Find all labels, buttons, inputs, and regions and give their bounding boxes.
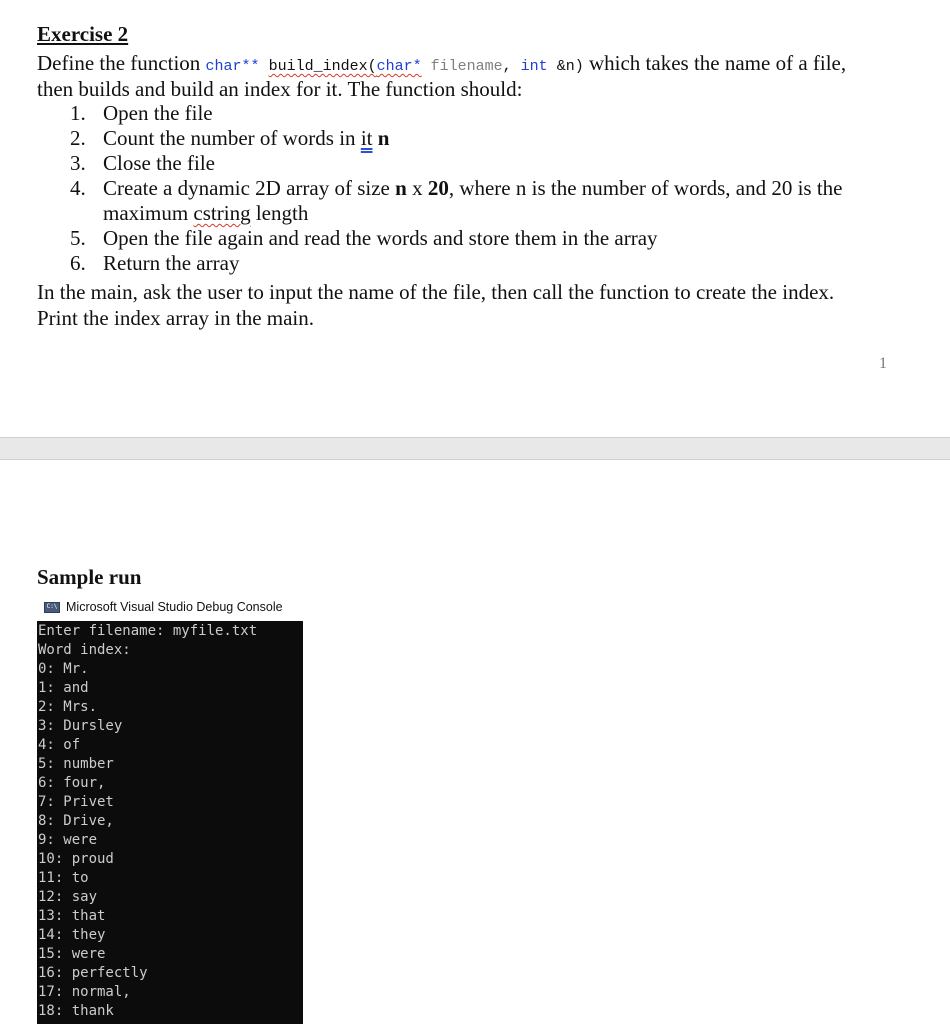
step-text: Open the file again and read the words and store them in the array xyxy=(103,226,658,250)
step-2 xyxy=(70,126,842,151)
step-text-line2-end: length xyxy=(250,201,309,225)
sig-comma: , xyxy=(502,58,512,75)
function-signature xyxy=(206,58,584,75)
step-bold-20: 20 xyxy=(427,176,449,200)
console-output xyxy=(37,621,303,1021)
debug-console-window[interactable] xyxy=(37,593,303,1024)
step-text: Return the array xyxy=(103,251,240,275)
console-line: 8: Drive, xyxy=(38,813,114,829)
console-line: 6: four, xyxy=(38,775,106,791)
step-6 xyxy=(70,251,842,276)
console-line: 14: they xyxy=(38,927,106,943)
console-line: 12: say xyxy=(38,889,98,905)
step-text-cont: , where n is the number of words, and 20 is the xyxy=(448,176,843,200)
console-app-icon xyxy=(44,602,60,613)
step-4 xyxy=(70,176,842,226)
step-text: Close the file xyxy=(103,151,215,175)
console-line: 7: Privet xyxy=(38,794,114,810)
step-3 xyxy=(70,151,842,176)
step-number: 5. xyxy=(70,226,86,250)
console-line: Enter filename: myfile.txt xyxy=(38,623,258,639)
console-line: 2: Mrs. xyxy=(38,699,98,715)
outro-line-2: Print the index array in the main. xyxy=(37,306,315,330)
console-line: 17: normal, xyxy=(38,984,131,1000)
intro-text-after: which takes the name of a file, xyxy=(583,51,847,75)
step-text-line2: maximum xyxy=(103,201,194,225)
exercise-title: Exercise 2 xyxy=(37,22,129,46)
step-bold-n: n xyxy=(395,176,407,200)
spell-flag-cstring: cstring xyxy=(193,201,251,225)
outro-line-1: In the main, ask the user to input the name of the file, then call the function to create the index. xyxy=(37,280,835,304)
console-line: 16: perfectly xyxy=(38,965,148,981)
sample-run-heading: Sample run xyxy=(37,565,142,589)
sig-int-type: int xyxy=(520,58,548,75)
sig-function-name: build_index(char* xyxy=(268,58,422,75)
grammar-flag-it: it xyxy=(360,126,373,150)
console-line: 0: Mr. xyxy=(38,661,89,677)
step-bold-n: n xyxy=(377,126,390,150)
sig-close-paren: ) xyxy=(574,58,584,75)
step-text: Count the number of words in xyxy=(103,126,361,150)
intro-line-2: then builds and build an index for it. The function should: xyxy=(37,77,523,101)
step-text-x: x xyxy=(406,176,428,200)
sig-param-type: char* xyxy=(376,58,422,75)
console-line: 18: thank xyxy=(38,1003,114,1019)
step-5 xyxy=(70,226,842,251)
console-line: 11: to xyxy=(38,870,89,886)
console-line: 10: proud xyxy=(38,851,114,867)
console-line: 15: were xyxy=(38,946,106,962)
steps-list xyxy=(70,101,842,276)
step-text: Open the file xyxy=(103,101,213,125)
intro-text-before: Define the function xyxy=(37,51,206,75)
page-separator xyxy=(0,437,950,460)
console-line: 4: of xyxy=(38,737,81,753)
step-number: 2. xyxy=(70,126,86,150)
console-line: 1: and xyxy=(38,680,89,696)
document-page-1 xyxy=(0,0,950,437)
sig-param-name: filename xyxy=(430,58,503,75)
page-number: 1 xyxy=(879,355,887,372)
console-icon-glyph: C:\ xyxy=(46,603,58,610)
step-number: 3. xyxy=(70,151,86,175)
step-number: 6. xyxy=(70,251,86,275)
console-window-title: Microsoft Visual Studio Debug Console xyxy=(66,600,283,614)
step-number: 4. xyxy=(70,176,86,200)
console-title-bar[interactable] xyxy=(37,593,303,621)
step-text: Create a dynamic 2D array of size xyxy=(103,176,396,200)
step-number: 1. xyxy=(70,101,86,125)
console-line: 13: that xyxy=(38,908,106,924)
console-line: 9: were xyxy=(38,832,98,848)
console-line: Word index: xyxy=(38,642,131,658)
sig-return-type: char** xyxy=(205,58,260,75)
console-line: 3: Dursley xyxy=(38,718,123,734)
sig-ref-param: &n xyxy=(556,58,575,75)
step-1 xyxy=(70,101,842,126)
console-line: 5: number xyxy=(38,756,114,772)
